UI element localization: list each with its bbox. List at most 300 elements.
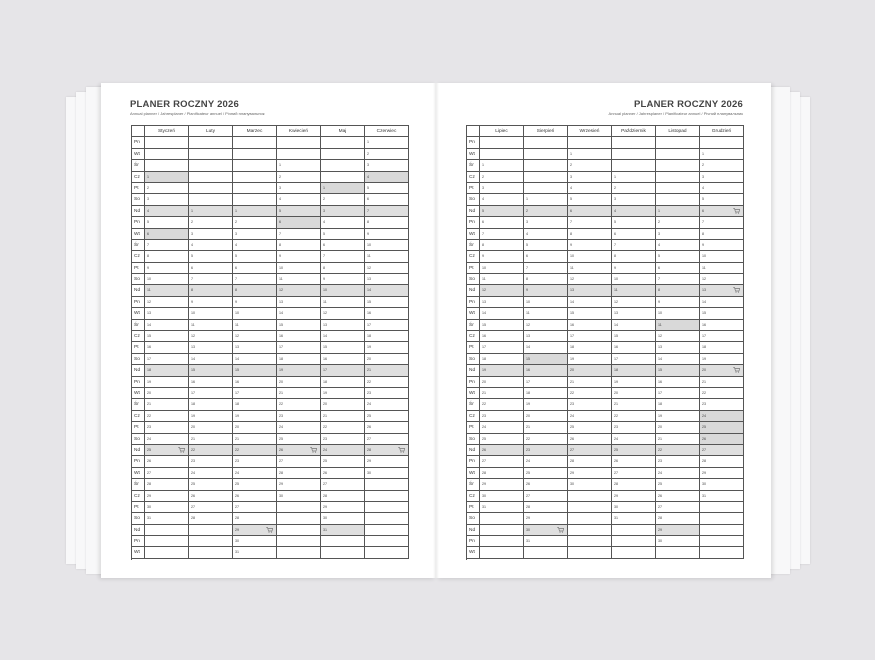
day-cell[interactable] [145, 172, 189, 183]
day-cell[interactable] [233, 513, 277, 524]
day-cell[interactable] [480, 399, 524, 410]
day-cell[interactable] [568, 536, 612, 547]
day-cell[interactable] [189, 297, 233, 308]
day-cell[interactable] [524, 513, 568, 524]
day-cell[interactable] [145, 149, 189, 160]
day-cell[interactable] [233, 274, 277, 285]
day-cell[interactable] [189, 411, 233, 422]
day-cell[interactable] [365, 422, 409, 433]
day-cell[interactable] [480, 308, 524, 319]
day-cell[interactable] [189, 434, 233, 445]
day-cell[interactable] [145, 468, 189, 479]
day-cell[interactable] [321, 285, 365, 296]
day-cell[interactable] [277, 399, 321, 410]
day-cell[interactable] [189, 365, 233, 376]
day-cell[interactable] [656, 149, 700, 160]
day-cell[interactable] [568, 206, 612, 217]
day-cell[interactable] [189, 172, 233, 183]
day-cell[interactable] [700, 229, 744, 240]
day-cell[interactable] [277, 365, 321, 376]
day-cell[interactable] [568, 354, 612, 365]
day-cell[interactable] [568, 342, 612, 353]
day-cell[interactable] [321, 308, 365, 319]
day-cell[interactable] [145, 354, 189, 365]
day-cell[interactable] [365, 536, 409, 547]
day-cell[interactable] [189, 206, 233, 217]
day-cell[interactable] [233, 263, 277, 274]
day-cell[interactable] [524, 422, 568, 433]
day-cell[interactable] [700, 365, 744, 376]
day-cell[interactable] [524, 206, 568, 217]
day-cell[interactable] [568, 377, 612, 388]
day-cell[interactable] [145, 240, 189, 251]
day-cell[interactable] [656, 377, 700, 388]
day-cell[interactable] [700, 274, 744, 285]
day-cell[interactable] [480, 263, 524, 274]
day-cell[interactable] [233, 251, 277, 262]
day-cell[interactable] [700, 354, 744, 365]
day-cell[interactable] [189, 342, 233, 353]
day-cell[interactable] [233, 547, 277, 558]
day-cell[interactable] [145, 297, 189, 308]
day-cell[interactable] [145, 274, 189, 285]
day-cell[interactable] [524, 342, 568, 353]
day-cell[interactable] [700, 422, 744, 433]
day-cell[interactable] [233, 160, 277, 171]
day-cell[interactable] [568, 229, 612, 240]
day-cell[interactable] [277, 263, 321, 274]
day-cell[interactable] [568, 468, 612, 479]
day-cell[interactable] [277, 388, 321, 399]
day-cell[interactable] [480, 240, 524, 251]
day-cell[interactable] [321, 194, 365, 205]
day-cell[interactable] [365, 365, 409, 376]
day-cell[interactable] [365, 456, 409, 467]
day-cell[interactable] [700, 240, 744, 251]
day-cell[interactable] [321, 525, 365, 536]
day-cell[interactable] [612, 308, 656, 319]
day-cell[interactable] [612, 274, 656, 285]
day-cell[interactable] [480, 547, 524, 558]
day-cell[interactable] [700, 217, 744, 228]
day-cell[interactable] [700, 399, 744, 410]
day-cell[interactable] [700, 525, 744, 536]
day-cell[interactable] [612, 285, 656, 296]
day-cell[interactable] [656, 388, 700, 399]
day-cell[interactable] [321, 422, 365, 433]
day-cell[interactable] [656, 547, 700, 558]
day-cell[interactable] [480, 536, 524, 547]
day-cell[interactable] [365, 274, 409, 285]
day-cell[interactable] [700, 456, 744, 467]
day-cell[interactable] [568, 445, 612, 456]
day-cell[interactable] [233, 525, 277, 536]
day-cell[interactable] [612, 365, 656, 376]
day-cell[interactable] [233, 422, 277, 433]
day-cell[interactable] [656, 456, 700, 467]
day-cell[interactable] [480, 468, 524, 479]
day-cell[interactable] [656, 320, 700, 331]
day-cell[interactable] [568, 422, 612, 433]
day-cell[interactable] [524, 468, 568, 479]
day-cell[interactable] [612, 342, 656, 353]
day-cell[interactable] [700, 160, 744, 171]
day-cell[interactable] [189, 377, 233, 388]
day-cell[interactable] [612, 456, 656, 467]
day-cell[interactable] [189, 263, 233, 274]
day-cell[interactable] [233, 388, 277, 399]
day-cell[interactable] [480, 377, 524, 388]
day-cell[interactable] [321, 377, 365, 388]
day-cell[interactable] [480, 183, 524, 194]
day-cell[interactable] [145, 320, 189, 331]
day-cell[interactable] [321, 320, 365, 331]
day-cell[interactable] [700, 536, 744, 547]
day-cell[interactable] [277, 434, 321, 445]
day-cell[interactable] [189, 422, 233, 433]
day-cell[interactable] [189, 502, 233, 513]
day-cell[interactable] [524, 240, 568, 251]
day-cell[interactable] [365, 354, 409, 365]
day-cell[interactable] [568, 274, 612, 285]
day-cell[interactable] [277, 149, 321, 160]
day-cell[interactable] [145, 479, 189, 490]
day-cell[interactable] [656, 434, 700, 445]
day-cell[interactable] [189, 513, 233, 524]
day-cell[interactable] [233, 456, 277, 467]
day-cell[interactable] [365, 411, 409, 422]
day-cell[interactable] [365, 308, 409, 319]
day-cell[interactable] [612, 172, 656, 183]
day-cell[interactable] [233, 434, 277, 445]
day-cell[interactable] [568, 297, 612, 308]
day-cell[interactable] [524, 274, 568, 285]
day-cell[interactable] [277, 456, 321, 467]
day-cell[interactable] [568, 525, 612, 536]
day-cell[interactable] [145, 456, 189, 467]
day-cell[interactable] [189, 354, 233, 365]
day-cell[interactable] [700, 377, 744, 388]
day-cell[interactable] [524, 434, 568, 445]
day-cell[interactable] [700, 434, 744, 445]
day-cell[interactable] [568, 502, 612, 513]
day-cell[interactable] [321, 411, 365, 422]
day-cell[interactable] [480, 479, 524, 490]
day-cell[interactable] [700, 547, 744, 558]
day-cell[interactable] [612, 547, 656, 558]
day-cell[interactable] [524, 160, 568, 171]
day-cell[interactable] [365, 468, 409, 479]
day-cell[interactable] [277, 525, 321, 536]
day-cell[interactable] [233, 285, 277, 296]
day-cell[interactable] [321, 160, 365, 171]
day-cell[interactable] [189, 240, 233, 251]
day-cell[interactable] [480, 525, 524, 536]
day-cell[interactable] [524, 456, 568, 467]
day-cell[interactable] [700, 468, 744, 479]
day-cell[interactable] [656, 308, 700, 319]
day-cell[interactable] [189, 149, 233, 160]
day-cell[interactable] [233, 194, 277, 205]
day-cell[interactable] [277, 411, 321, 422]
day-cell[interactable] [145, 525, 189, 536]
day-cell[interactable] [189, 491, 233, 502]
day-cell[interactable] [656, 274, 700, 285]
day-cell[interactable] [277, 547, 321, 558]
day-cell[interactable] [365, 149, 409, 160]
day-cell[interactable] [277, 172, 321, 183]
day-cell[interactable] [524, 479, 568, 490]
day-cell[interactable] [321, 536, 365, 547]
day-cell[interactable] [480, 297, 524, 308]
day-cell[interactable] [321, 547, 365, 558]
day-cell[interactable] [145, 342, 189, 353]
day-cell[interactable] [700, 331, 744, 342]
day-cell[interactable] [145, 445, 189, 456]
day-cell[interactable] [145, 377, 189, 388]
day-cell[interactable] [480, 206, 524, 217]
day-cell[interactable] [321, 251, 365, 262]
day-cell[interactable] [656, 285, 700, 296]
day-cell[interactable] [233, 502, 277, 513]
day-cell[interactable] [656, 513, 700, 524]
day-cell[interactable] [524, 445, 568, 456]
day-cell[interactable] [700, 308, 744, 319]
day-cell[interactable] [189, 331, 233, 342]
day-cell[interactable] [189, 274, 233, 285]
day-cell[interactable] [480, 422, 524, 433]
day-cell[interactable] [189, 468, 233, 479]
day-cell[interactable] [568, 456, 612, 467]
day-cell[interactable] [656, 422, 700, 433]
day-cell[interactable] [365, 547, 409, 558]
day-cell[interactable] [189, 308, 233, 319]
day-cell[interactable] [612, 536, 656, 547]
day-cell[interactable] [145, 388, 189, 399]
day-cell[interactable] [277, 331, 321, 342]
day-cell[interactable] [700, 491, 744, 502]
day-cell[interactable] [568, 513, 612, 524]
day-cell[interactable] [656, 491, 700, 502]
day-cell[interactable] [365, 217, 409, 228]
day-cell[interactable] [612, 479, 656, 490]
day-cell[interactable] [568, 388, 612, 399]
day-cell[interactable] [365, 172, 409, 183]
day-cell[interactable] [365, 377, 409, 388]
day-cell[interactable] [480, 172, 524, 183]
day-cell[interactable] [233, 229, 277, 240]
day-cell[interactable] [189, 525, 233, 536]
day-cell[interactable] [365, 240, 409, 251]
day-cell[interactable] [321, 502, 365, 513]
day-cell[interactable] [321, 240, 365, 251]
day-cell[interactable] [612, 183, 656, 194]
day-cell[interactable] [612, 320, 656, 331]
day-cell[interactable] [189, 388, 233, 399]
day-cell[interactable] [524, 536, 568, 547]
day-cell[interactable] [568, 365, 612, 376]
day-cell[interactable] [524, 525, 568, 536]
day-cell[interactable] [145, 263, 189, 274]
day-cell[interactable] [612, 422, 656, 433]
day-cell[interactable] [524, 377, 568, 388]
day-cell[interactable] [145, 399, 189, 410]
day-cell[interactable] [277, 206, 321, 217]
day-cell[interactable] [700, 320, 744, 331]
day-cell[interactable] [277, 445, 321, 456]
day-cell[interactable] [189, 456, 233, 467]
day-cell[interactable] [612, 297, 656, 308]
day-cell[interactable] [480, 365, 524, 376]
day-cell[interactable] [233, 149, 277, 160]
day-cell[interactable] [700, 285, 744, 296]
day-cell[interactable] [233, 491, 277, 502]
day-cell[interactable] [700, 251, 744, 262]
day-cell[interactable] [145, 285, 189, 296]
day-cell[interactable] [612, 251, 656, 262]
day-cell[interactable] [321, 149, 365, 160]
day-cell[interactable] [568, 285, 612, 296]
day-cell[interactable] [480, 320, 524, 331]
day-cell[interactable] [233, 240, 277, 251]
day-cell[interactable] [612, 377, 656, 388]
day-cell[interactable] [656, 217, 700, 228]
day-cell[interactable] [480, 194, 524, 205]
day-cell[interactable] [656, 502, 700, 513]
day-cell[interactable] [233, 331, 277, 342]
day-cell[interactable] [480, 354, 524, 365]
day-cell[interactable] [321, 513, 365, 524]
day-cell[interactable] [656, 479, 700, 490]
day-cell[interactable] [233, 365, 277, 376]
day-cell[interactable] [189, 251, 233, 262]
day-cell[interactable] [321, 456, 365, 467]
day-cell[interactable] [700, 342, 744, 353]
day-cell[interactable] [365, 160, 409, 171]
day-cell[interactable] [233, 183, 277, 194]
day-cell[interactable] [480, 160, 524, 171]
day-cell[interactable] [656, 297, 700, 308]
day-cell[interactable] [656, 263, 700, 274]
day-cell[interactable] [612, 502, 656, 513]
day-cell[interactable] [189, 160, 233, 171]
day-cell[interactable] [321, 468, 365, 479]
day-cell[interactable] [524, 137, 568, 148]
day-cell[interactable] [480, 456, 524, 467]
day-cell[interactable] [524, 217, 568, 228]
day-cell[interactable] [189, 183, 233, 194]
day-cell[interactable] [145, 251, 189, 262]
day-cell[interactable] [568, 547, 612, 558]
day-cell[interactable] [568, 137, 612, 148]
day-cell[interactable] [524, 388, 568, 399]
day-cell[interactable] [189, 229, 233, 240]
day-cell[interactable] [612, 354, 656, 365]
day-cell[interactable] [277, 274, 321, 285]
day-cell[interactable] [612, 491, 656, 502]
day-cell[interactable] [700, 206, 744, 217]
day-cell[interactable] [365, 331, 409, 342]
day-cell[interactable] [233, 297, 277, 308]
day-cell[interactable] [568, 263, 612, 274]
day-cell[interactable] [700, 263, 744, 274]
day-cell[interactable] [145, 206, 189, 217]
day-cell[interactable] [321, 365, 365, 376]
day-cell[interactable] [233, 320, 277, 331]
day-cell[interactable] [145, 331, 189, 342]
day-cell[interactable] [365, 251, 409, 262]
day-cell[interactable] [700, 137, 744, 148]
day-cell[interactable] [700, 411, 744, 422]
day-cell[interactable] [700, 388, 744, 399]
day-cell[interactable] [365, 229, 409, 240]
day-cell[interactable] [480, 434, 524, 445]
day-cell[interactable] [612, 388, 656, 399]
day-cell[interactable] [612, 160, 656, 171]
day-cell[interactable] [612, 331, 656, 342]
day-cell[interactable] [524, 149, 568, 160]
day-cell[interactable] [612, 411, 656, 422]
day-cell[interactable] [524, 194, 568, 205]
day-cell[interactable] [365, 399, 409, 410]
day-cell[interactable] [365, 445, 409, 456]
day-cell[interactable] [321, 399, 365, 410]
day-cell[interactable] [277, 137, 321, 148]
day-cell[interactable] [233, 342, 277, 353]
day-cell[interactable] [145, 217, 189, 228]
day-cell[interactable] [656, 194, 700, 205]
day-cell[interactable] [233, 479, 277, 490]
day-cell[interactable] [277, 229, 321, 240]
day-cell[interactable] [321, 388, 365, 399]
day-cell[interactable] [233, 217, 277, 228]
day-cell[interactable] [524, 229, 568, 240]
day-cell[interactable] [189, 217, 233, 228]
day-cell[interactable] [145, 536, 189, 547]
day-cell[interactable] [568, 411, 612, 422]
day-cell[interactable] [277, 320, 321, 331]
day-cell[interactable] [568, 331, 612, 342]
day-cell[interactable] [524, 251, 568, 262]
day-cell[interactable] [656, 342, 700, 353]
day-cell[interactable] [321, 217, 365, 228]
day-cell[interactable] [233, 172, 277, 183]
day-cell[interactable] [656, 399, 700, 410]
day-cell[interactable] [365, 502, 409, 513]
day-cell[interactable] [480, 513, 524, 524]
day-cell[interactable] [277, 194, 321, 205]
day-cell[interactable] [700, 183, 744, 194]
day-cell[interactable] [568, 149, 612, 160]
day-cell[interactable] [700, 502, 744, 513]
day-cell[interactable] [321, 342, 365, 353]
day-cell[interactable] [365, 297, 409, 308]
day-cell[interactable] [612, 206, 656, 217]
day-cell[interactable] [524, 308, 568, 319]
day-cell[interactable] [700, 149, 744, 160]
day-cell[interactable] [568, 217, 612, 228]
day-cell[interactable] [365, 320, 409, 331]
day-cell[interactable] [568, 479, 612, 490]
day-cell[interactable] [233, 399, 277, 410]
day-cell[interactable] [321, 137, 365, 148]
day-cell[interactable] [321, 479, 365, 490]
day-cell[interactable] [277, 308, 321, 319]
day-cell[interactable] [524, 365, 568, 376]
day-cell[interactable] [365, 206, 409, 217]
day-cell[interactable] [700, 513, 744, 524]
day-cell[interactable] [524, 547, 568, 558]
